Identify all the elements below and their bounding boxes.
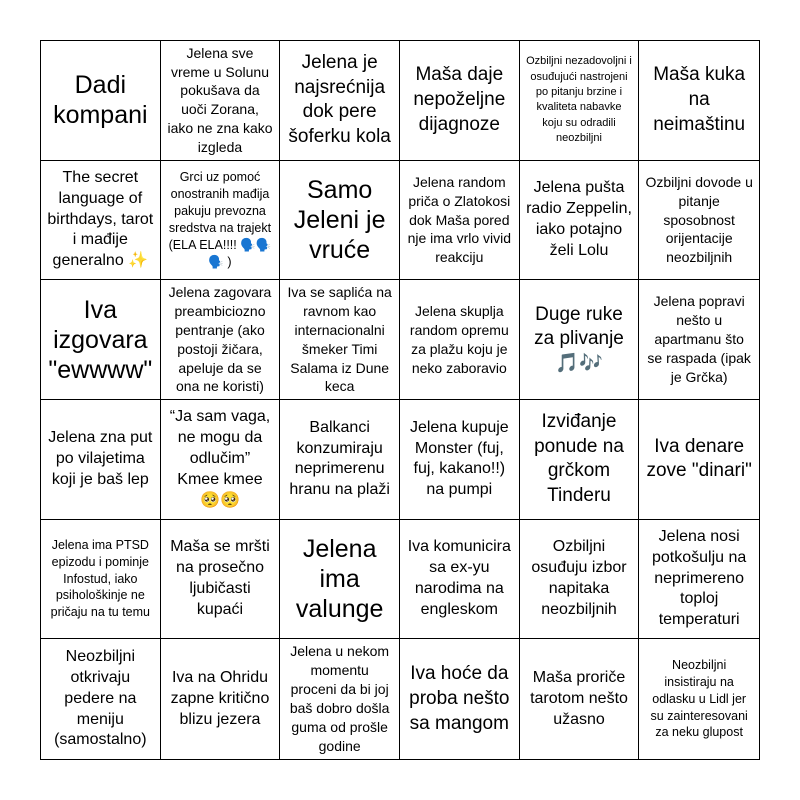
bingo-cell[interactable]: Jelena u nekom momentu proceni da bi joj baš dobro došla guma od prošle godine [280, 639, 400, 759]
bingo-cell[interactable]: Izviđanje ponude na grčkom Tinderu [520, 400, 640, 520]
bingo-cell[interactable]: The secret language of birthdays, tarot i mađije generalno ✨ [41, 161, 161, 281]
bingo-cell[interactable]: Iva se saplića na ravnom kao internacionalni šmeker Timi Salama iz Dune keca [280, 280, 400, 400]
bingo-cell[interactable]: Jelena skuplja random opremu za plažu koju je neko zaboravio [400, 280, 520, 400]
bingo-cell[interactable]: Ozbiljni osuđuju izbor napitaka neozbiljnih [520, 520, 640, 640]
bingo-cell[interactable]: Balkanci konzumiraju neprimerenu hranu na plaži [280, 400, 400, 520]
bingo-cell[interactable]: Iva na Ohridu zapne kritično blizu jezera [161, 639, 281, 759]
bingo-cell[interactable]: Jelena popravi nešto u apartmanu što se raspada (ipak je Grčka) [639, 280, 759, 400]
bingo-cell[interactable]: Jelena ima PTSD epizodu i pominje Infostud, iako psihološkinje ne pričaju na tu temu [41, 520, 161, 640]
bingo-cell[interactable]: Ozbiljni nezadovoljni i osuđujući nastrojeni po pitanju brzine i kvaliteta nabavke koju su odradili neozbiljni [520, 41, 640, 161]
bingo-cell[interactable]: Jelena je najsrećnija dok pere šoferku kola [280, 41, 400, 161]
bingo-cell[interactable]: Neozbiljni insistiraju na odlasku u Lidl jer su zainteresovani za neku glupost [650, 657, 748, 740]
bingo-cell[interactable]: Jelena ima valunge [280, 520, 400, 640]
bingo-cell[interactable]: “Ja sam vaga, ne mogu da odlučim” Kmee kmee 🥺🥺 [161, 400, 281, 520]
bingo-cell[interactable]: Maša daje nepoželjne dijagnoze [400, 41, 520, 161]
bingo-cell[interactable]: Iva komunicira sa ex-yu narodima na engleskom [400, 520, 520, 640]
bingo-cell[interactable]: Maša se mršti na prosečno ljubičasti kupaći [161, 520, 281, 640]
bingo-cell[interactable]: Jelena sve vreme u Solunu pokušava da uoči Zorana, iako ne zna kako izgleda [161, 41, 281, 161]
bingo-cell[interactable]: Iva hoće da proba nešto sa mangom [400, 639, 520, 759]
bingo-cell[interactable]: Jelena pušta radio Zeppelin, iako potajno želi Lolu [520, 161, 640, 281]
bingo-cell[interactable]: Duge ruke za plivanje 🎵🎶 [520, 280, 640, 400]
bingo-cell[interactable]: Neozbiljni otkrivaju pedere na meniju (samostalno) [41, 639, 161, 759]
bingo-cell[interactable]: Jelena zagovara preambiciozno pentranje (ako postoji žičara, apeluje da se ona ne koristi) [161, 280, 281, 400]
bingo-cell[interactable]: Iva izgovara "ewwww" [41, 280, 161, 400]
bingo-cell[interactable]: Maša kuka na neimaštinu [639, 41, 759, 161]
bingo-cell[interactable]: Jelena nosi potkošulju na neprimereno toploj temperaturi [639, 520, 759, 640]
bingo-cell[interactable]: Jelena kupuje Monster (fuj, fuj, kakano!!) na pumpi [400, 400, 520, 520]
bingo-cell[interactable]: Jelena random priča o Zlatokosi dok Maša pored nje ima vrlo vivid reakciju [400, 161, 520, 281]
bingo-cell[interactable]: Jelena zna put po vilajetima koji je baš lep [41, 400, 161, 520]
bingo-cell[interactable]: Iva denare zove "dinari" [639, 400, 759, 520]
bingo-cell[interactable]: Maša proriče tarotom nešto užasno [520, 639, 640, 759]
bingo-cell[interactable]: Samo Jeleni je vruće [280, 161, 400, 281]
bingo-cell[interactable]: Grci uz pomoć onostranih mađija pakuju prevozna sredstva na trajekt (ELA ELA!!!! 🗣️🗣️🗣️ ) [161, 161, 281, 281]
bingo-cell[interactable]: Dadi kompani [41, 41, 161, 161]
bingo-cell[interactable]: Ozbiljni dovode u pitanje sposobnost orijentacije neozbiljnih [639, 161, 759, 281]
bingo-board [40, 40, 760, 760]
